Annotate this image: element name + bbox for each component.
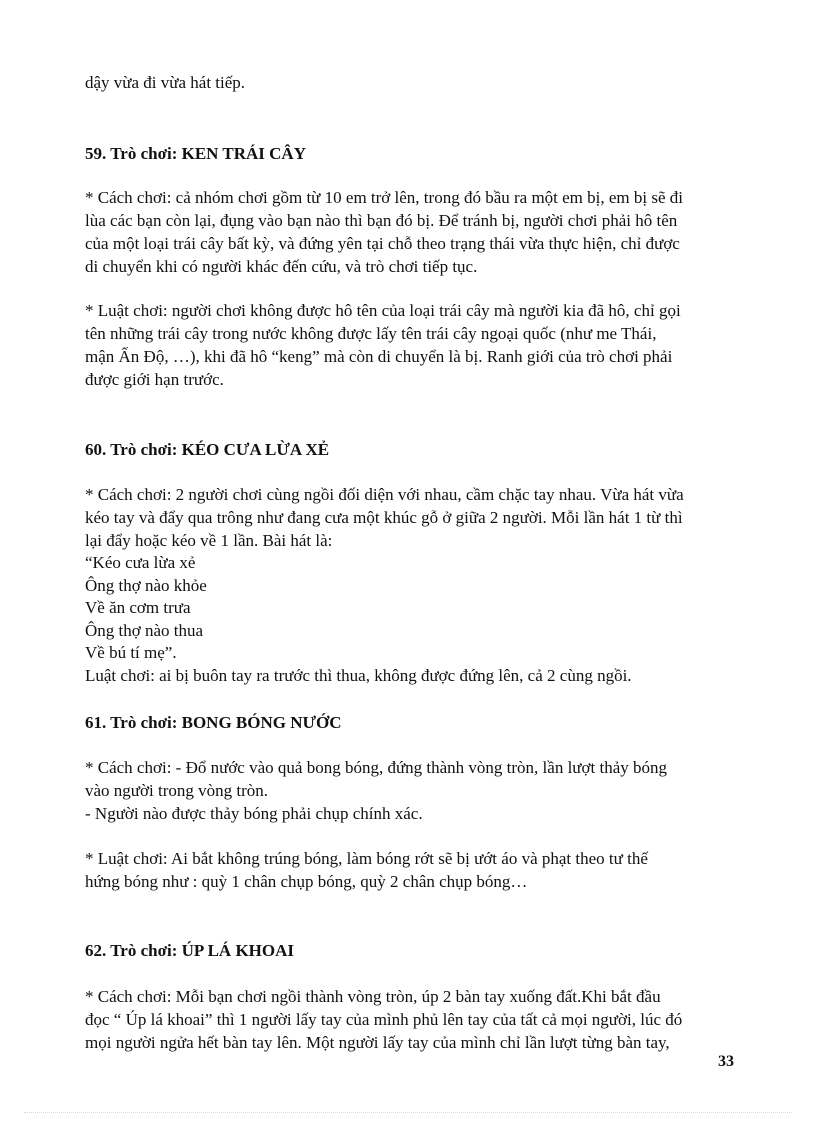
text-line: - Người nào được thảy bóng phải chụp chính xác. <box>85 804 423 823</box>
text-line: * Luật chơi: Ai bắt không trúng bóng, làm bóng rớt sẽ bị ướt áo và phạt theo tư thế <box>85 849 648 868</box>
text-line: hứng bóng như : quỳ 1 chân chụp bóng, quỳ 2 chân chụp bóng… <box>85 872 528 891</box>
text-line: đọc “ Úp lá khoai” thì 1 người lấy tay của mình phủ lên tay của tất cả mọi người, lúc đó <box>85 1010 683 1029</box>
section-heading-61: 61. Trò chơi: BONG BÓNG NƯỚC <box>85 713 342 732</box>
text-line: lùa các bạn còn lại, đụng vào bạn nào thì bạn đó bị. Để tránh bị, người chơi phải hô tên <box>85 211 678 230</box>
text-line: của một loại trái cây bất kỳ, và đứng yên tại chỗ theo trạng thái vừa thực hiện, chỉ được <box>85 234 680 253</box>
section-heading-62: 62. Trò chơi: ÚP LÁ KHOAI <box>85 941 295 960</box>
text-line: dậy vừa đi vừa hát tiếp. <box>85 73 246 92</box>
text-line: kéo tay và đẩy qua trông như đang cưa một khúc gỗ ở giữa 2 người. Mỗi lần hát 1 từ thì <box>85 508 683 527</box>
text-line: di chuyển khi có người khác đến cứu, và trò chơi tiếp tục. <box>85 257 478 276</box>
section-heading-60: 60. Trò chơi: KÉO CƯA LỪA XẺ <box>85 440 330 459</box>
text-line: * Cách chơi: - Đổ nước vào quả bong bóng, đứng thành vòng tròn, lần lượt thảy bóng <box>85 758 667 777</box>
song-line: “Kéo cưa lừa xẻ <box>85 553 196 572</box>
text-line: được giới hạn trước. <box>85 370 224 389</box>
text-line: lại đẩy hoặc kéo về 1 lần. Bài hát là: <box>85 531 333 550</box>
song-line: Ông thợ nào thua <box>85 621 204 640</box>
text-line: tên những trái cây trong nước không được lấy tên trái cây ngoại quốc (như me Thái, <box>85 324 657 343</box>
page-number: 33 <box>718 1053 734 1070</box>
text-line: * Cách chơi: cả nhóm chơi gồm từ 10 em trở lên, trong đó bầu ra một em bị, em bị sẽ đi <box>85 188 684 207</box>
text-line: * Cách chơi: 2 người chơi cùng ngồi đối diện với nhau, cầm chặc tay nhau. Vừa hát vừa <box>85 485 684 504</box>
section-heading-59: 59. Trò chơi: KEN TRÁI CÂY <box>85 144 306 163</box>
text-line: mận Ấn Độ, …), khi đã hô “keng” mà còn di chuyển là bị. Ranh giới của trò chơi phải <box>85 347 673 366</box>
text-line: Luật chơi: ai bị buôn tay ra trước thì thua, không được đứng lên, cả 2 cùng ngồi. <box>85 666 632 685</box>
text-line: vào người trong vòng tròn. <box>85 781 268 800</box>
song-line: Về bú tí mẹ”. <box>85 643 177 662</box>
text-line: mọi người ngửa hết bàn tay lên. Một người lấy tay của mình chỉ lần lượt từng bàn tay, <box>85 1033 670 1052</box>
song-line: Về ăn cơm trưa <box>85 598 191 617</box>
text-line: * Luật chơi: người chơi không được hô tên của loại trái cây mà người kia đã hô, chỉ gọi <box>85 301 681 320</box>
page-bottom-divider <box>24 1112 792 1113</box>
song-line: Ông thợ nào khỏe <box>85 576 207 595</box>
text-line: * Cách chơi: Mỗi bạn chơi ngồi thành vòng tròn, úp 2 bàn tay xuống đất.Khi bắt đầu <box>85 987 661 1006</box>
